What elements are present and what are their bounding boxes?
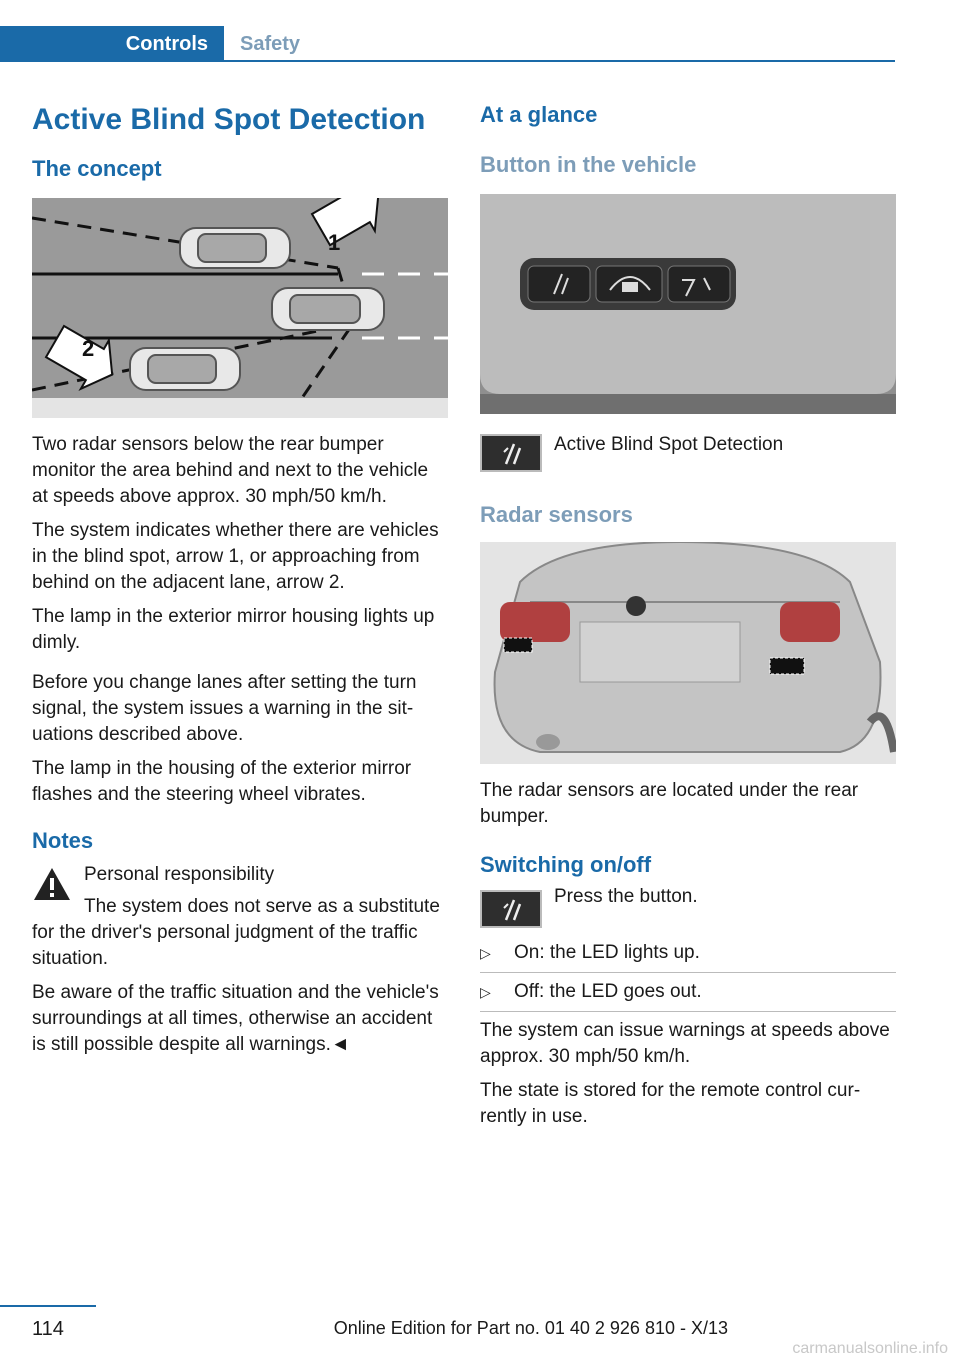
arrow-1-label: 1 bbox=[328, 230, 341, 255]
concept-paragraph-1: Two radar sensors below the rear bumper monitor the area behind and next to the vehicle at speeds above approx. 30 mph/50 km/h. bbox=[32, 434, 429, 507]
switch-caption-row bbox=[480, 884, 896, 932]
switch-caption: Press the button. bbox=[554, 886, 698, 907]
car-1 bbox=[180, 228, 290, 268]
concept-paragraph-5: The lamp in the housing of the exterior mirror flashes and the steering wheel vibrates. bbox=[32, 758, 412, 805]
concept-paragraph-4: Before you change lanes after setting the turn signal, the system issues a warning in the situations described above. bbox=[32, 672, 417, 745]
glance-heading: At a glance bbox=[480, 102, 598, 127]
concept-diagram bbox=[32, 198, 448, 418]
button-caption: Active Blind Spot Detection bbox=[554, 434, 784, 455]
right-column bbox=[480, 100, 896, 1130]
page-title: Active Blind Spot Detection bbox=[32, 103, 426, 136]
warning-text-2: Be aware of the traffic situation and the vehicle's surroundings at all times, otherwise an accident is still possible despite all warnings.◄ bbox=[32, 982, 439, 1055]
list-item: ▷ Off: the LED goes out. bbox=[480, 973, 896, 1012]
concept-paragraph-2: The system indicates whether there are vehicles in the blind spot, arrow 1, or approaching from behind on the adjacent lane, arrow 2. bbox=[32, 520, 439, 593]
tab-safety[interactable]: Safety bbox=[240, 32, 301, 55]
button-caption-row bbox=[480, 432, 896, 476]
blind-spot-button-icon bbox=[480, 434, 542, 472]
state-paragraph: The state is stored for the remote control currently in use. bbox=[480, 1080, 861, 1127]
edition-text: Online Edition for Part no. 01 40 2 926 810 - X/13 bbox=[333, 1318, 728, 1338]
warning-triangle-icon bbox=[32, 866, 72, 902]
notes-heading: Notes bbox=[32, 828, 94, 853]
triangle-bullet-icon: ▷ bbox=[480, 945, 491, 961]
concept-paragraph-3: The lamp in the exterior mirror housing lights up dimly. bbox=[32, 606, 435, 653]
car-2 bbox=[272, 288, 384, 330]
blind-spot-button-icon-2 bbox=[480, 890, 542, 928]
radar-text: The radar sensors are located under the rear bumper. bbox=[480, 780, 859, 827]
left-column bbox=[32, 100, 448, 1058]
warning-block bbox=[32, 862, 448, 888]
button-panel-photo bbox=[480, 194, 896, 414]
concept-heading: The concept bbox=[32, 156, 162, 181]
footer-rule bbox=[0, 1305, 96, 1307]
button-heading: Button in the vehicle bbox=[480, 152, 697, 177]
radar-heading: Radar sensors bbox=[480, 502, 633, 527]
list-item: ▷ On: the LED lights up. bbox=[480, 940, 896, 973]
switch-list bbox=[480, 940, 896, 1012]
arrow-2-label: 2 bbox=[82, 336, 95, 361]
page-number: 114 bbox=[32, 1318, 64, 1340]
switch-heading: Switching on/off bbox=[480, 852, 652, 877]
car-3 bbox=[130, 348, 240, 390]
warning-title: Personal responsibility bbox=[84, 864, 275, 885]
chapter-tabs bbox=[0, 26, 895, 62]
speed-paragraph: The system can issue warnings at speeds above approx. 30 mph/50 km/h. bbox=[480, 1020, 890, 1067]
watermark: carmanualsonline.info bbox=[792, 1340, 948, 1357]
tab-controls[interactable]: Controls bbox=[0, 26, 224, 62]
triangle-bullet-icon: ▷ bbox=[480, 984, 491, 1000]
radar-sensors-photo bbox=[480, 542, 896, 764]
warning-text: The system does not serve as a substitute for the driver's personal judgment of the traffic situation. bbox=[32, 896, 440, 969]
